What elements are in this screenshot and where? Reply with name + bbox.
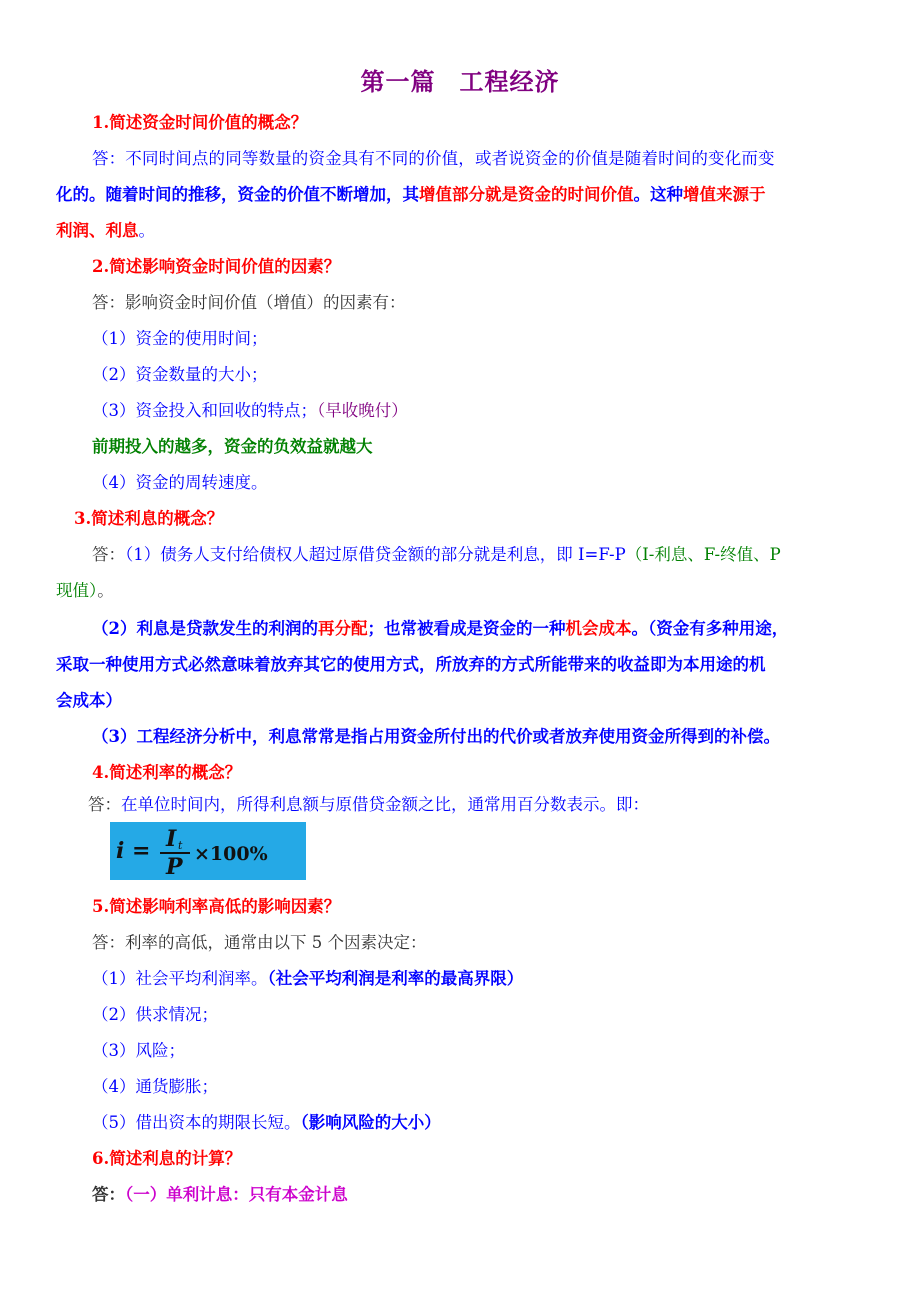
- factor-5-1: （1）社会平均利润率。（社会平均利润是利率的最高界限）: [92, 969, 524, 988]
- answer-3-1-cont: 现值）。: [56, 581, 114, 600]
- answer-1-highlight-profit: 利润、利息: [56, 221, 139, 240]
- note-negative-benefit: 前期投入的越多，资金的负效益就越大: [92, 437, 373, 456]
- formula-subscript: t: [178, 839, 183, 852]
- factor-5-4: （4）通货膨胀；: [92, 1077, 218, 1096]
- answer-3-3: （3）工程经济分析中，利息常常是指占用资金所付出的代价或者放弃使用资金所得到的补偿。: [92, 727, 780, 746]
- formula-lhs: i =: [116, 838, 151, 864]
- formula-numerator: I: [166, 826, 177, 852]
- factor-5-2: （2）供求情况；: [92, 1005, 218, 1024]
- question-3: 3.简述利息的概念？: [74, 509, 224, 528]
- interest-rate-formula: [110, 822, 306, 880]
- answer-6-simple-interest: （一）单利计息：只有本金计息: [125, 1185, 348, 1204]
- formula-denominator: P: [166, 854, 183, 880]
- question-2: 2.简述影响资金时间价值的因素？: [92, 257, 341, 276]
- title-part-2: 工程经济: [459, 68, 560, 96]
- question-5: 5.简述影响利率高低的影响因素？: [92, 897, 341, 916]
- answer-5-intro: 答：利率的高低，通常由以下 5 个因素决定：: [92, 933, 427, 952]
- factor-2-4: （4）资金的周转速度。: [92, 473, 268, 492]
- factor-5-1-note: （社会平均利润是利率的最高界限）: [267, 969, 524, 988]
- answer-3-2-redistribution: 再分配: [317, 619, 368, 638]
- answer-1-highlight-source: 增值来源于: [683, 185, 766, 204]
- title-part-1: 第一篇: [360, 68, 436, 96]
- answer-3-2-opportunity-cost: 机会成本: [565, 619, 632, 638]
- answer-2-intro: 答：影响资金时间价值（增值）的因素有：: [92, 293, 406, 312]
- answer-1-text: 化的。随着时间的推移，资金的价值不断增加，其: [56, 185, 419, 204]
- answer-4: 答：在单位时间内，所得利息额与原借贷金额之比，通常用百分数表示。即：: [88, 795, 649, 814]
- answer-3-2-line-3: 会成本）: [56, 691, 122, 710]
- question-4: 4.简述利率的概念？: [92, 763, 242, 782]
- formula-rhs: ×100%: [194, 843, 268, 865]
- page-title: [0, 62, 920, 97]
- factor-2-3: （3）资金投入和回收的特点；（早收晚付）: [92, 401, 408, 420]
- answer-1-highlight-time-value: 增值部分就是资金的时间价值: [419, 185, 634, 204]
- factor-5-5-note: （影响风险的大小）: [300, 1113, 441, 1132]
- answer-3-2: （2）利息是贷款发生的利润的再分配；也常被看成是资金的一种机会成本。（资金有多种用途，: [92, 619, 789, 638]
- factor-2-1: （1）资金的使用时间；: [92, 329, 268, 348]
- answer-3-1-legend: （I-利息、F-终值、P: [625, 545, 781, 564]
- answer-6: 答：（一）单利计息：只有本金计息: [92, 1185, 348, 1204]
- answer-3-1: 答：（1）债务人支付给债权人超过原借贷金额的部分就是利息，即 I=F-P（I-利息、F-终值、P: [92, 545, 781, 564]
- factor-5-5: （5）借出资本的期限长短。（影响风险的大小）: [92, 1113, 441, 1132]
- answer-3-2-line-2: 采取一种使用方式必然意味着放弃其它的使用方式，所放弃的方式所能带来的收益即为本用途的机: [56, 655, 766, 674]
- answer-1-line-3: 利润、利息。: [56, 221, 155, 240]
- question-1: 1.简述资金时间价值的概念？: [92, 113, 308, 132]
- answer-1-line-2: [56, 184, 766, 206]
- factor-5-3: （3）风险；: [92, 1041, 185, 1060]
- question-6: 6.简述利息的计算？: [92, 1149, 242, 1168]
- answer-1-text: 。这种: [633, 185, 683, 204]
- factor-2-3-note: （早收晚付）: [317, 401, 408, 420]
- answer-1-line-1: 答：不同时间点的同等数量的资金具有不同的价值，或者说资金的价值是随着时间的变化而变: [92, 149, 775, 168]
- factor-2-2: （2）资金数量的大小；: [92, 365, 268, 384]
